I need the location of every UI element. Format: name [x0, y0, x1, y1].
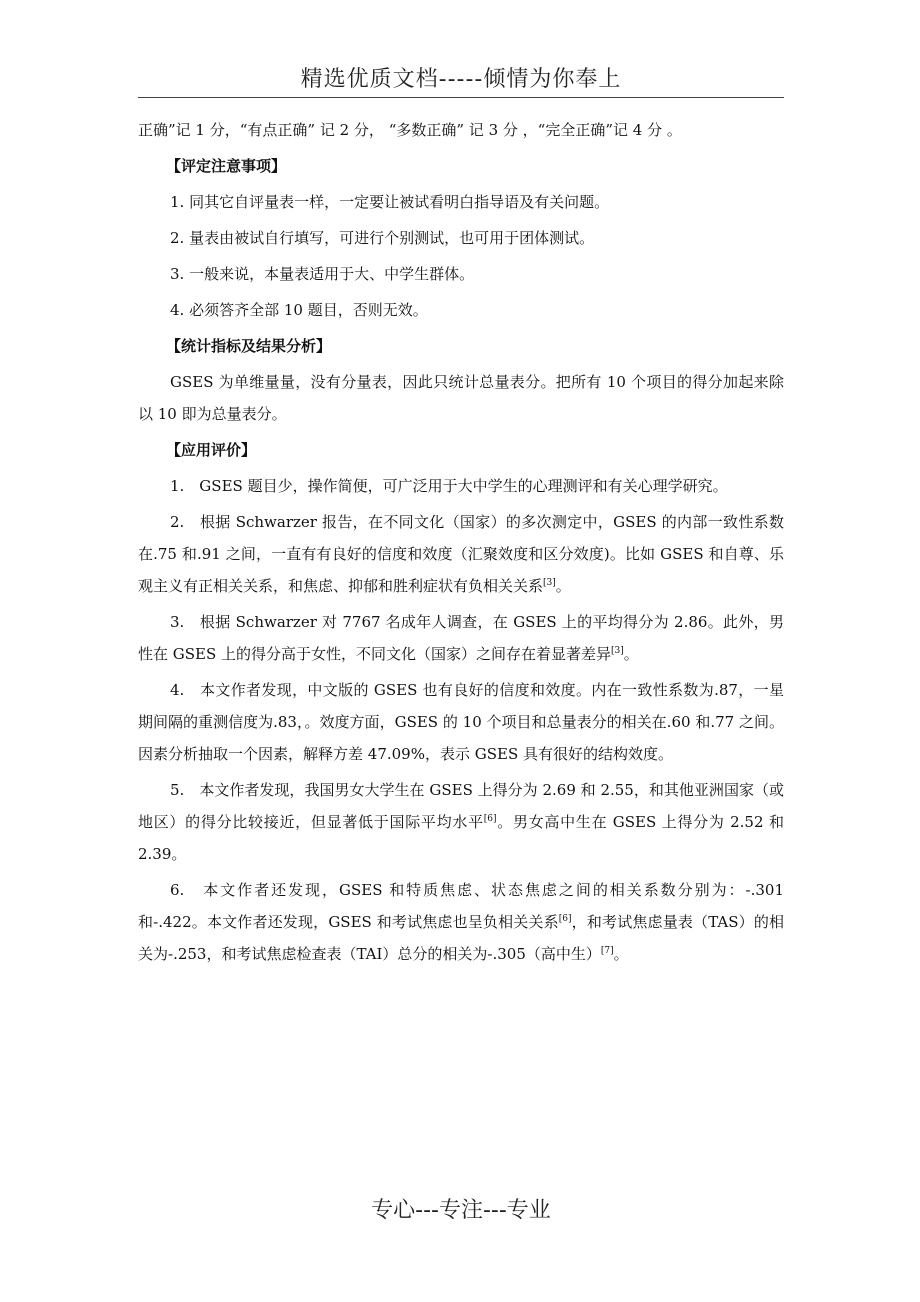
page-header: 精选优质文档-----倾情为你奉上	[300, 67, 622, 92]
paragraph-text-end: 。男女高中生在 GSES 上得分为 2.52 和 2.39。	[138, 813, 784, 863]
evaluation-paragraph-2	[138, 506, 784, 602]
citation-ref: [6]	[558, 914, 572, 924]
evaluation-paragraph-5	[138, 774, 784, 870]
section-heading-statistics: 【统计指标及结果分析】	[166, 337, 332, 355]
paragraph-text: 5. 本文作者发现，我国男女大学生在 GSES 上得分为 2.69 和 2.55，和其他亚洲国家（或地区）的得分比较接近，但显著低于国际平均水平	[138, 781, 784, 831]
citation-ref: [3]	[543, 578, 556, 588]
header-divider	[138, 97, 784, 98]
citation-ref: [7]	[600, 946, 614, 956]
list-item: 4. 必须答齐全部 10 题目，否则无效。	[170, 301, 428, 319]
evaluation-paragraph-1: 1. GSES 题目少，操作简便，可广泛用于大中学生的心理测评和有关心理学研究。	[170, 477, 728, 495]
list-item: 2. 量表由被试自行填写，可进行个别测试，也可用于团体测试。	[170, 229, 595, 247]
paragraph-text: 6. 本文作者还发现，GSES 和特质焦虑、状态焦虑之间的相关系数分别为：-.301 和-.422。本文作者还发现，GSES 和考试焦虑也呈负相关关系	[138, 881, 784, 931]
list-item: 3. 一般来说，本量表适用于大、中学生群体。	[170, 265, 475, 283]
section-heading-evaluation: 【应用评价】	[166, 441, 257, 459]
intro-text: 正确”记 1 分，“有点正确” 记 2 分， “多数正确” 记 3 分 ，“完全正确”记 4 分 。	[138, 121, 682, 139]
paragraph-text-mid: ，和考试焦虑量表（TAS）的相关为-.253，和考试焦虑检查表（TAI）总分的相关为-.305（高中生）	[138, 913, 784, 963]
paragraph-text-end: 。	[555, 577, 571, 595]
evaluation-paragraph-3	[138, 606, 784, 670]
evaluation-paragraph-4: 4. 本文作者发现，中文版的 GSES 也有良好的信度和效度。内在一致性系数为.87，一星期间隔的重测信度为.83，。效度方面，GSES 的 10 个项目和总量表分的相关在.60 和.77 之间。因素分析抽取一个因素，解释方差 47.09%，表示 GSES 具有很好的结构效度。	[138, 681, 784, 763]
paragraph-text: 2. 根据 Schwarzer 报告，在不同文化（国家）的多次测定中，GSES 的内部一致性系数在.75 和.91 之间，一直有有良好的信度和效度（汇聚效度和区分效度)。比如 GSES 和自尊、乐观主义有正相关关系，和焦虑、抑郁和胜利症状有负相关关系	[138, 513, 784, 595]
paragraph-text: 3. 根据 Schwarzer 对 7767 名成年人调查，在 GSES 上的平均得分为 2.86。此外，男性在 GSES 上的得分高于女性，不同文化（国家）之间存在着显著差异	[138, 613, 784, 663]
statistics-paragraph: GSES 为单维量量，没有分量表，因此只统计总量表分。把所有 10 个项目的得分加起来除以 10 即为总量表分。	[138, 373, 784, 423]
section-heading-notes: 【评定注意事项】	[166, 157, 287, 175]
paragraph-text-end: 。	[613, 945, 629, 963]
list-item: 1. 同其它自评量表一样，一定要让被试看明白指导语及有关问题。	[170, 193, 610, 211]
evaluation-paragraph-6	[138, 874, 784, 970]
paragraph-text-end: 。	[623, 645, 639, 663]
page-footer: 专心---专注---专业	[371, 1198, 551, 1223]
document-body	[138, 114, 784, 974]
citation-ref: [3]	[611, 646, 624, 656]
citation-ref: [6]	[483, 814, 497, 824]
